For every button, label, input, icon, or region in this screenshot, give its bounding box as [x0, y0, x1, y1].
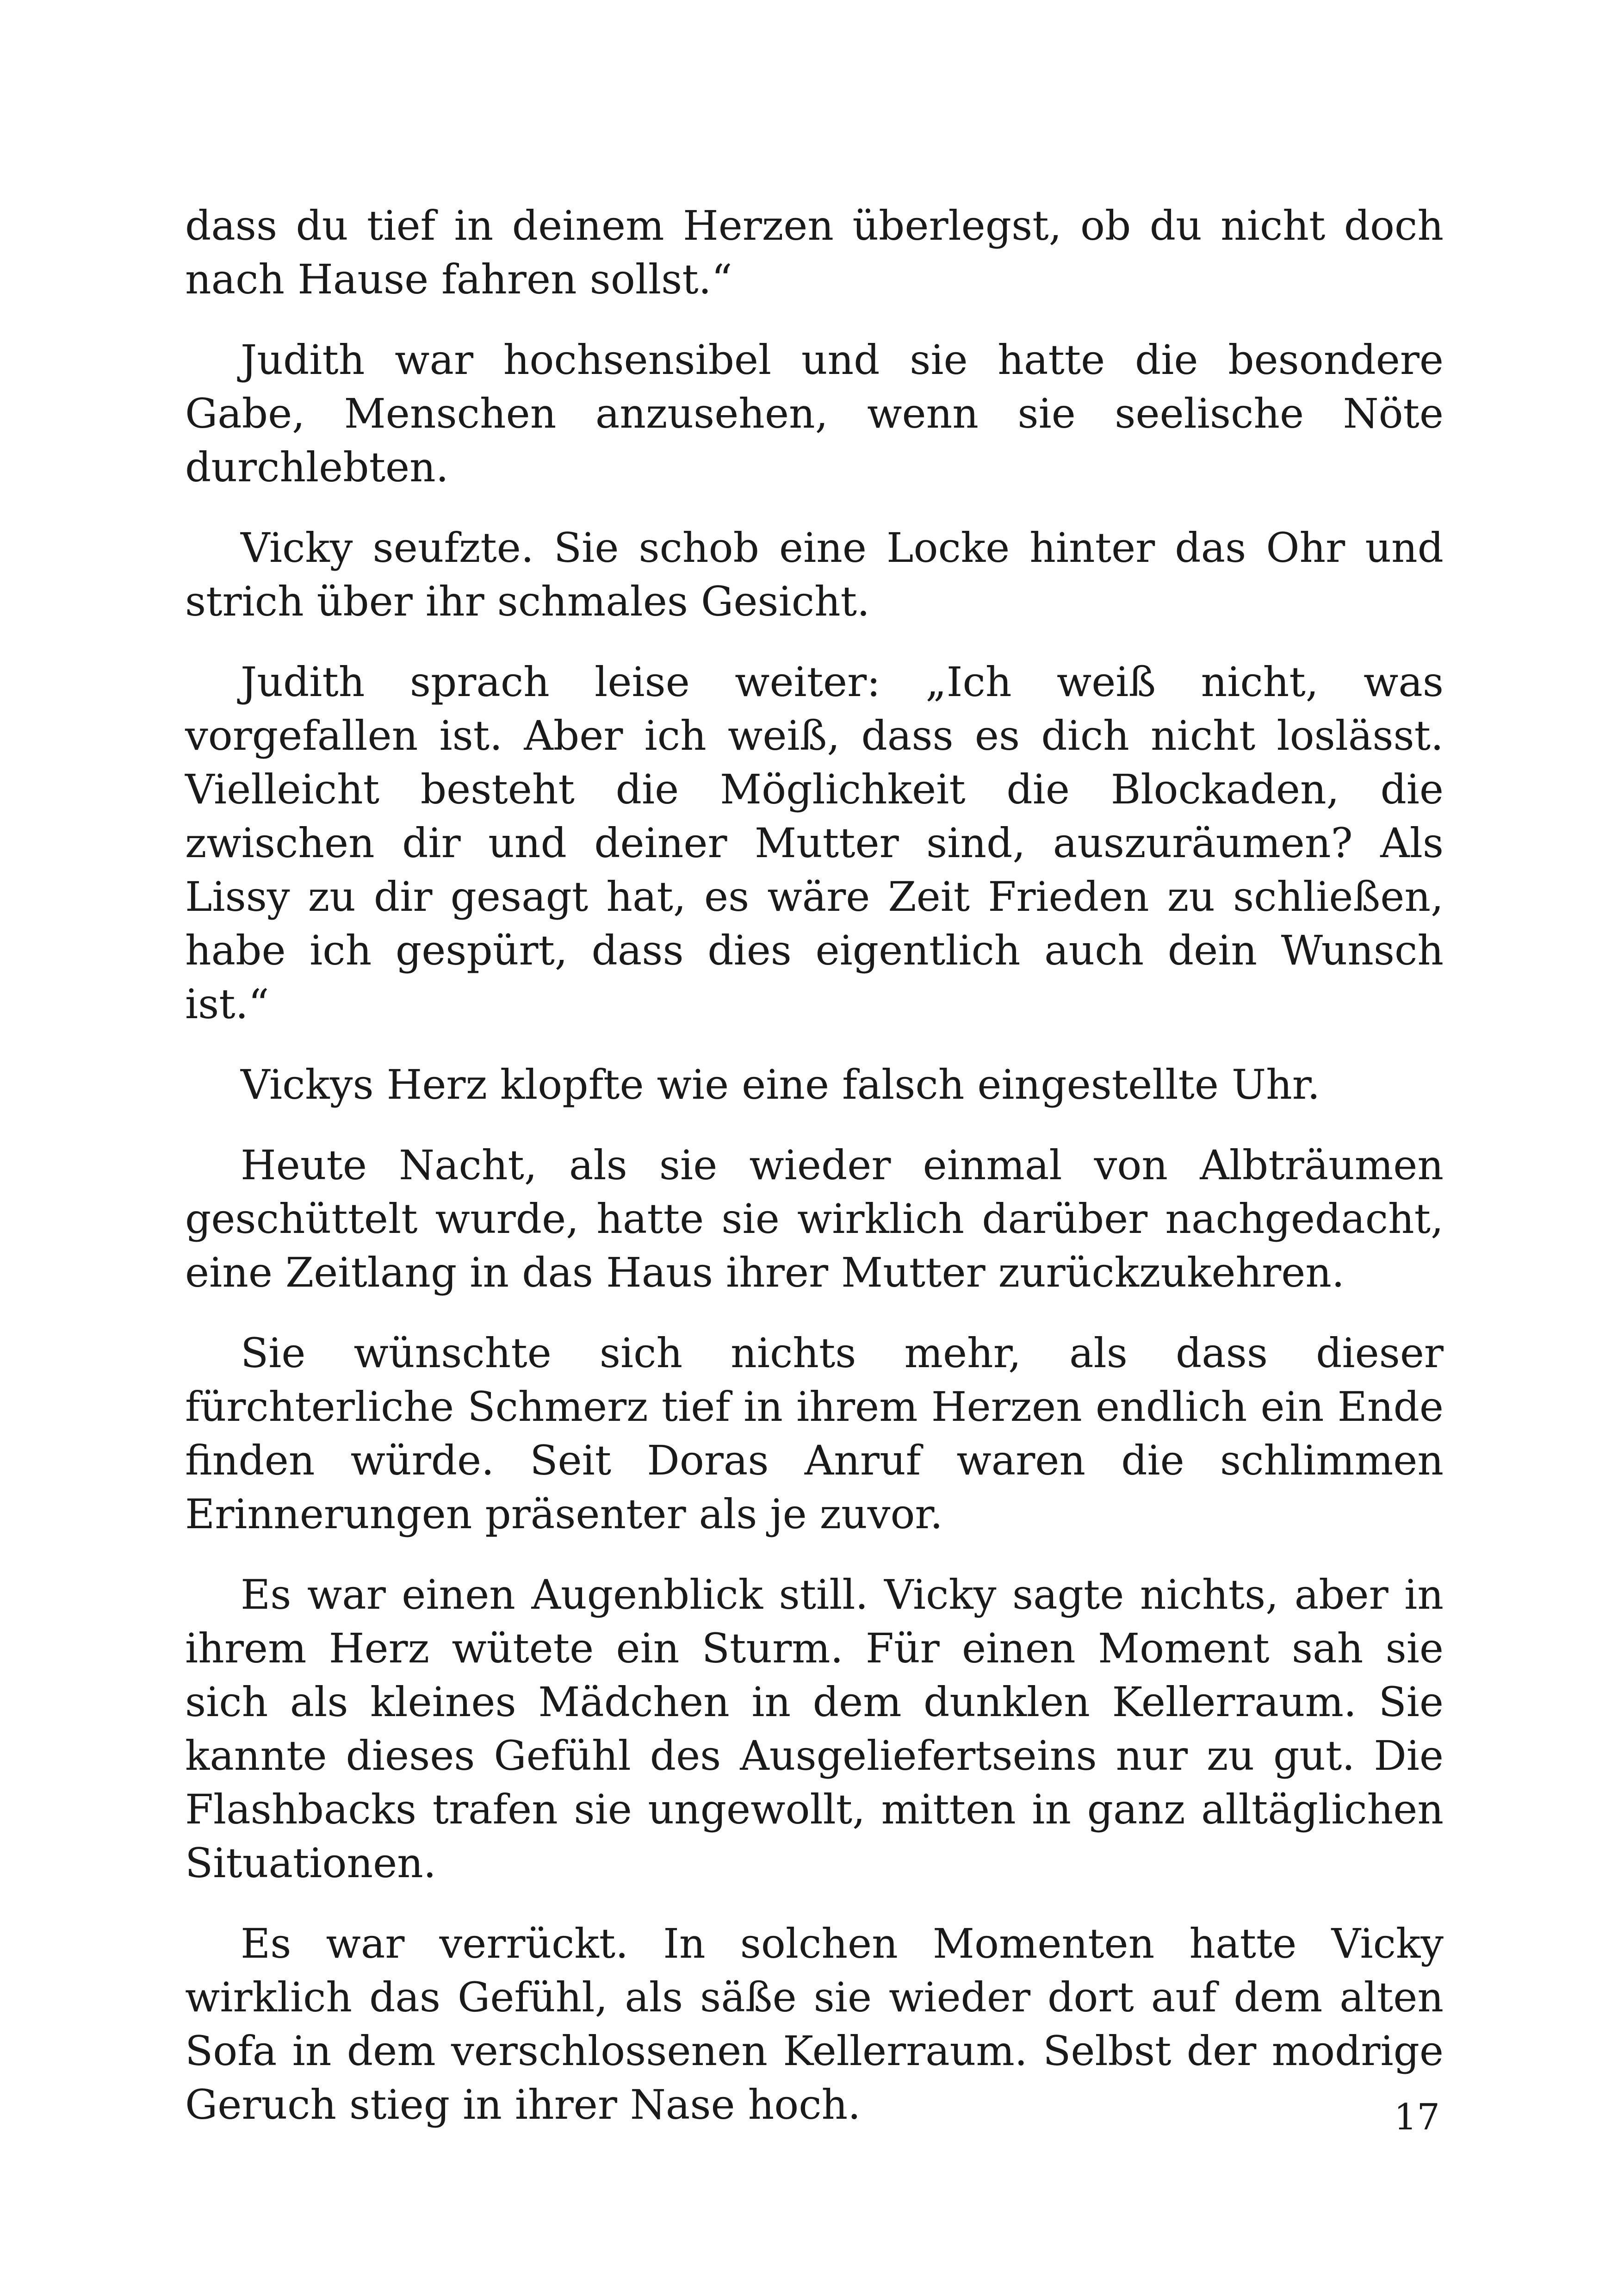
- paragraph: Es war einen Augenblick still. Vicky sagte nichts, aber in ihrem Herz wütete ein Sturm. Für einen Moment sah sie sich als kleines Mädchen in dem dunklen Kellerraum. Sie kannte dieses Gefühl des Ausgeliefertseins nur zu gut. Die Flashbacks trafen sie ungewollt, mitten in ganz alltäglichen Situationen.: [185, 1571, 1444, 1887]
- paragraph: Heute Nacht, als sie wieder einmal von Albträumen geschüttelt wurde, hatte sie wirklich darüber nachgedacht, eine Zeitlang in das Haus ihrer Mutter zurückzukehren.: [185, 1141, 1444, 1296]
- paragraph: Es war verrückt. In solchen Momenten hatte Vicky wirklich das Gefühl, als säße sie wieder dort auf dem alten Sofa in dem verschlossenen Kellerraum. Selbst der modrige Geruch stieg in ihrer Nase hoch.: [185, 1920, 1444, 2128]
- paragraph: Vickys Herz klopfte wie eine falsch eingestellte Uhr.: [241, 1061, 1320, 1108]
- paragraph: Sie wünschte sich nichts mehr, als dass dieser fürchterliche Schmerz tief in ihrem Herzen endlich ein Ende finden würde. Seit Doras Anruf waren die schlimmen Erinnerungen präsenter als je zuvor.: [185, 1329, 1444, 1538]
- paragraph: dass du tief in deinem Herzen überlegst, ob du nicht doch nach Hause fahren sollst.“: [185, 202, 1444, 303]
- paragraph: Judith war hochsensibel und sie hatte die besondere Gabe, Menschen anzusehen, wenn sie seelische Nöte durchlebten.: [185, 336, 1444, 491]
- paragraph: Judith sprach leise weiter: „Ich weiß nicht, was vorgefallen ist. Aber ich weiß, dass es dich nicht loslässt. Vielleicht besteht die Möglichkeit die Blockaden, die zwischen dir und deiner Mutter sind, auszuräumen? Als Lissy zu dir gesagt hat, es wäre Zeit Frieden zu schließen, habe ich gespürt, dass dies eigentlich auch dein Wunsch ist.“: [185, 658, 1444, 1028]
- page-number: 17: [1394, 2097, 1440, 2138]
- body-text: [185, 199, 1444, 2159]
- paragraph: Vicky seufzte. Sie schob eine Locke hinter das Ohr und strich über ihr schmales Gesicht.: [185, 524, 1444, 625]
